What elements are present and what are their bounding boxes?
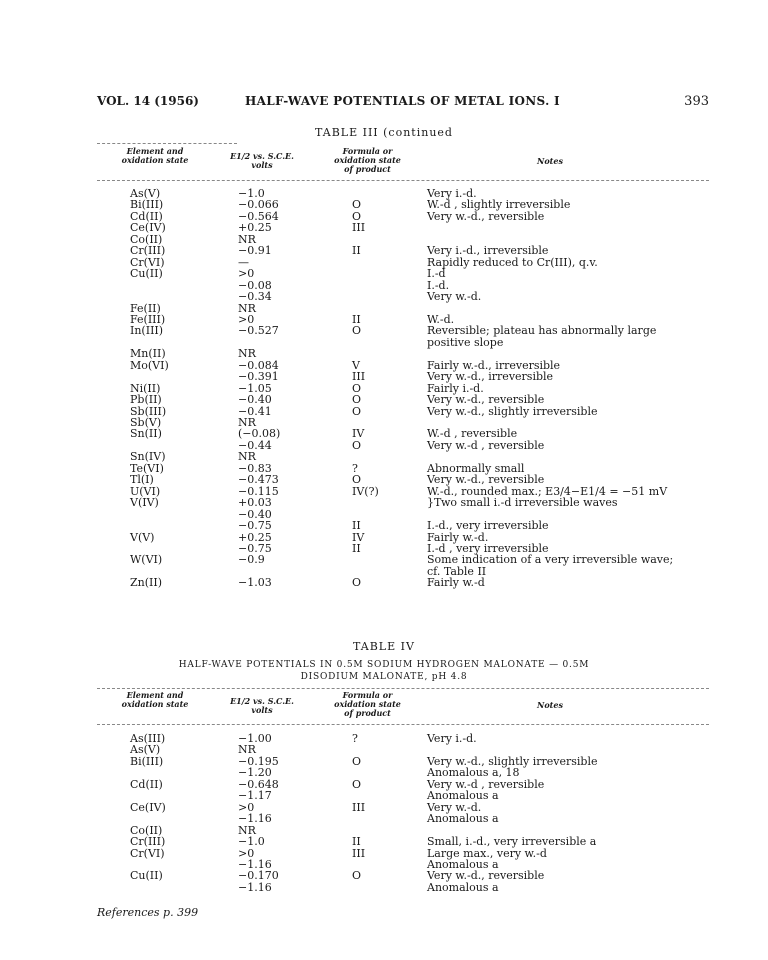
- cell-product: O: [352, 777, 362, 791]
- cell-notes: cf. Table II: [427, 564, 487, 578]
- cell-notes: Very w.-d., reversible: [427, 209, 545, 223]
- table4-caption-line1: HALF-WAVE POTENTIALS IN 0.5M SODIUM HYDROGEN MALONATE — 0.5M: [178, 660, 590, 670]
- cell-notes: }Two small i.-d irreversible waves: [427, 496, 618, 510]
- cell-notes: Reversible; plateau has abnormally large: [427, 324, 657, 338]
- cell-element: Zn(II): [130, 576, 163, 590]
- cell-notes: Fairly w.-d.: [427, 530, 489, 544]
- cell-potential: +0.25: [238, 221, 272, 235]
- cell-element: As(III): [130, 732, 166, 745]
- cell-element: Cu(II): [130, 869, 163, 883]
- cell-product: IV: [352, 427, 365, 441]
- cell-product: II: [352, 244, 361, 258]
- cell-product: II: [352, 312, 361, 326]
- cell-potential: −0.648: [238, 777, 279, 791]
- cell-notes: Anomalous a, 18: [427, 766, 520, 780]
- cell-product: II: [352, 519, 361, 533]
- cell-product: V: [352, 358, 360, 372]
- cell-notes: Very w.-d , reversible: [427, 777, 545, 791]
- cell-notes: Anomalous a: [427, 880, 499, 894]
- cell-potential: −0.115: [238, 484, 279, 498]
- cell-element: Cr(III): [130, 244, 166, 258]
- cell-potential: −0.195: [238, 754, 279, 768]
- cell-product: ?: [352, 461, 358, 475]
- cell-notes: I.-d., very irreversible: [427, 519, 549, 533]
- cell-potential: NR: [238, 232, 256, 246]
- cell-potential: >0: [238, 846, 255, 860]
- cell-potential: −1.16: [238, 857, 272, 871]
- cell-element: Sb(V): [130, 416, 162, 429]
- cell-potential: −1.16: [238, 812, 272, 826]
- cell-element: Cr(VI): [130, 846, 165, 860]
- cell-potential: −0.41: [238, 404, 272, 418]
- references-footnote: References p. 399: [97, 906, 199, 919]
- cell-potential: −1.17: [238, 789, 272, 803]
- cell-product: IV: [352, 530, 365, 544]
- cell-potential: −0.91: [238, 244, 272, 258]
- cell-notes: Large max., very w.-d: [427, 846, 547, 860]
- cell-potential: +0.03: [238, 496, 272, 510]
- cell-notes: Very w.-d., irreversible: [427, 370, 554, 384]
- cell-product: O: [352, 754, 362, 768]
- cell-potential: +0.25: [238, 530, 272, 544]
- cell-potential: −0.83: [238, 461, 272, 475]
- cell-notes: Very w.-d.: [427, 290, 482, 304]
- cell-notes: Very w.-d.: [427, 800, 482, 814]
- table3-title: TABLE III (continued: [315, 126, 453, 139]
- cell-potential: −0.170: [238, 869, 279, 883]
- cell-notes: Fairly i.-d.: [427, 381, 484, 395]
- cell-notes: Anomalous a: [427, 789, 499, 803]
- cell-product: O: [352, 473, 362, 487]
- cell-product: O: [352, 209, 362, 223]
- volume-label: VOL. 14 (1956): [97, 94, 199, 108]
- table4-colhead-notes: Notes: [537, 700, 563, 710]
- cell-notes: Rapidly reduced to Cr(III), q.v.: [427, 255, 598, 269]
- cell-notes: Very w.-d., reversible: [427, 393, 545, 407]
- cell-potential: −0.34: [238, 290, 272, 304]
- cell-product: O: [352, 198, 362, 212]
- cell-element: Cr(III): [130, 835, 166, 849]
- table4-title: TABLE IV: [353, 640, 415, 653]
- cell-potential: −1.0: [238, 835, 265, 849]
- cell-product: O: [352, 381, 362, 395]
- cell-notes: Anomalous a: [427, 857, 499, 871]
- cell-notes: I.-d , very irreversible: [427, 541, 549, 555]
- cell-potential: NR: [238, 823, 256, 837]
- cell-potential: −0.564: [238, 209, 279, 223]
- table3-head-rule: [97, 180, 709, 181]
- cell-element: Bi(III): [130, 754, 164, 768]
- cell-element: Tl(I): [130, 473, 154, 487]
- cell-element: Cu(II): [130, 267, 163, 281]
- cell-potential: NR: [238, 416, 256, 429]
- cell-element: Pb(II): [130, 393, 162, 407]
- cell-potential: >0: [238, 267, 255, 281]
- cell-product: O: [352, 324, 362, 338]
- cell-potential: −0.40: [238, 507, 272, 521]
- cell-potential: NR: [238, 347, 256, 361]
- cell-product: O: [352, 576, 362, 590]
- cell-element: Fe(II): [130, 301, 161, 315]
- cell-potential: −1.05: [238, 381, 272, 395]
- cell-notes: Very w.-d., slightly irreversible: [427, 754, 598, 768]
- cell-element: V(V): [130, 530, 155, 544]
- cell-element: Fe(III): [130, 312, 166, 326]
- cell-notes: Very w.-d., reversible: [427, 869, 545, 883]
- table4-caption-line2: DISODIUM MALONATE, pH 4.8: [300, 672, 468, 682]
- cell-notes: W.-d.: [427, 312, 455, 326]
- cell-potential: NR: [238, 450, 256, 464]
- cell-element: V(IV): [130, 496, 159, 510]
- cell-potential: −0.75: [238, 519, 272, 533]
- cell-notes: W.-d , reversible: [427, 427, 518, 441]
- page-number: 393: [684, 94, 709, 109]
- table4-colhead-element: Element and oxidation state: [121, 690, 189, 709]
- cell-notes: positive slope: [427, 335, 504, 349]
- cell-potential: −0.391: [238, 370, 279, 384]
- cell-potential: −1.20: [238, 766, 272, 780]
- cell-potential: >0: [238, 312, 255, 326]
- cell-potential: −1.00: [238, 732, 272, 745]
- running-header: [97, 94, 709, 112]
- cell-element: Mn(II): [130, 347, 166, 361]
- cell-notes: Very w.-d., reversible: [427, 473, 545, 487]
- cell-potential: (−0.08): [238, 427, 281, 441]
- cell-element: In(III): [130, 324, 164, 338]
- cell-product: II: [352, 835, 361, 849]
- table3-colhead-product: Formula or oxidation state of product: [334, 146, 401, 174]
- cell-notes: Fairly w.-d: [427, 576, 485, 590]
- cell-potential: >0: [238, 800, 255, 814]
- cell-product: III: [352, 221, 366, 235]
- cell-potential: −1.0: [238, 187, 265, 200]
- cell-product: ?: [352, 732, 358, 745]
- cell-element: Bi(III): [130, 198, 164, 212]
- table4-head-rule: [97, 724, 709, 725]
- cell-element: Co(II): [130, 232, 163, 246]
- cell-notes: Very w.-d , reversible: [427, 438, 545, 452]
- cell-notes: I.-d.: [427, 278, 450, 292]
- cell-product: III: [352, 846, 366, 860]
- cell-element: Ni(II): [130, 381, 161, 395]
- cell-element: Te(VI): [130, 461, 164, 475]
- cell-notes: Anomalous a: [427, 812, 499, 826]
- cell-potential: −0.9: [238, 553, 265, 567]
- cell-notes: W.-d , slightly irreversible: [427, 198, 571, 212]
- cell-product: II: [352, 541, 361, 555]
- cell-element: Sn(IV): [130, 450, 166, 464]
- cell-element: As(V): [130, 187, 161, 200]
- table3-colhead-element: Element and oxidation state: [121, 146, 189, 165]
- table3-colhead-notes: Notes: [537, 156, 563, 166]
- cell-potential: −0.08: [238, 278, 272, 292]
- cell-element: Mo(VI): [130, 358, 169, 372]
- cell-notes: Some indication of a very irreversible wave;: [427, 553, 674, 567]
- cell-element: Sb(III): [130, 404, 167, 418]
- cell-notes: Very i.-d., irreversible: [427, 244, 549, 258]
- cell-potential: −0.473: [238, 473, 279, 487]
- cell-product: O: [352, 438, 362, 452]
- cell-potential: NR: [238, 743, 256, 757]
- cell-potential: −1.03: [238, 576, 272, 590]
- cell-product: O: [352, 404, 362, 418]
- cell-potential: —: [238, 255, 249, 269]
- cell-notes: Very i.-d.: [427, 732, 477, 745]
- cell-potential: −0.44: [238, 438, 272, 452]
- cell-element: Cd(II): [130, 777, 163, 791]
- cell-element: Cr(VI): [130, 255, 165, 269]
- cell-notes: Fairly w.-d., irreversible: [427, 358, 561, 372]
- running-title: HALF-WAVE POTENTIALS OF METAL IONS. I: [245, 94, 560, 108]
- cell-potential: −0.084: [238, 358, 279, 372]
- cell-notes: W.-d., rounded max.; E3/4−E1/4 = −51 mV: [427, 484, 668, 498]
- cell-element: As(V): [130, 743, 161, 757]
- cell-product: III: [352, 800, 366, 814]
- cell-element: Sn(II): [130, 427, 162, 441]
- cell-product: O: [352, 393, 362, 407]
- cell-notes: Abnormally small: [427, 461, 525, 475]
- cell-notes: I.-d: [427, 267, 446, 281]
- cell-element: Co(II): [130, 823, 163, 837]
- cell-element: W(VI): [130, 553, 163, 567]
- cell-notes: Very w.-d., slightly irreversible: [427, 404, 598, 418]
- cell-element: Ce(IV): [130, 800, 166, 814]
- cell-element: Ce(IV): [130, 221, 166, 235]
- cell-potential: −0.40: [238, 393, 272, 407]
- cell-potential: −0.75: [238, 541, 272, 555]
- cell-potential: −0.527: [238, 324, 279, 338]
- table4-colhead-product: Formula or oxidation state of product: [334, 690, 401, 718]
- table3-colhead-potential: E1/2 vs. S.C.E. volts: [230, 151, 294, 170]
- cell-element: Cd(II): [130, 209, 163, 223]
- cell-potential: NR: [238, 301, 256, 315]
- cell-product: IV(?): [352, 484, 379, 498]
- cell-potential: −1.16: [238, 880, 272, 894]
- table4-colhead-potential: E1/2 vs. S.C.E. volts: [230, 696, 294, 715]
- table4-top-rule: [97, 688, 709, 689]
- cell-product: O: [352, 869, 362, 883]
- cell-element: U(VI): [130, 484, 161, 498]
- cell-product: III: [352, 370, 366, 384]
- cell-notes: Very i.-d.: [427, 187, 477, 200]
- table3-top-rule: [97, 143, 237, 144]
- cell-potential: −0.066: [238, 198, 279, 212]
- cell-notes: Small, i.-d., very irreversible a: [427, 835, 597, 849]
